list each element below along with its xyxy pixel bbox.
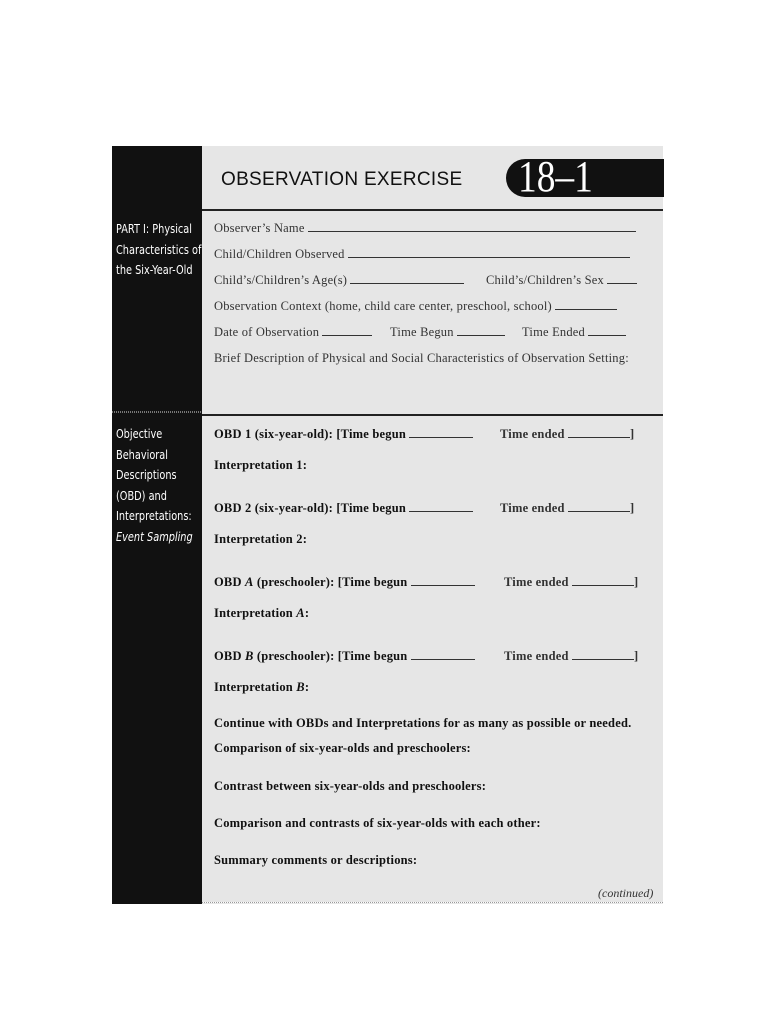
brief-description-label: Brief Description of Physical and Social Characteristics of Observation Setting: — [214, 351, 629, 365]
obdA-ended-field[interactable]: Time ended ] — [504, 575, 639, 589]
summary-label: Summary comments or descriptions: — [214, 853, 418, 867]
observer-name-blank[interactable] — [308, 221, 636, 232]
observer-name-field[interactable]: Observer’s Name — [214, 221, 636, 236]
obdA-begun-blank[interactable] — [411, 575, 475, 586]
context-blank[interactable] — [555, 299, 617, 310]
contrast-label: Contrast between six-year-olds and preschoolers: — [214, 779, 487, 793]
time-begun-field[interactable]: Time Begun — [390, 325, 505, 340]
obd1-begun-blank[interactable] — [409, 427, 473, 438]
section-label-part1: PART I: Physical Characteristics of the Six-Year-Old — [116, 221, 202, 277]
interpretation-1-label: Interpretation 1: — [214, 458, 308, 472]
obdB-begun-blank[interactable] — [411, 649, 475, 660]
obd1-ended-blank[interactable] — [568, 427, 630, 438]
time-ended-field[interactable]: Time Ended — [522, 325, 626, 340]
section-rule — [202, 414, 663, 416]
continued-note: (continued) — [598, 886, 654, 900]
exercise-number: 18–1 — [518, 152, 593, 201]
obdB-ended-blank[interactable] — [572, 649, 634, 660]
date-field[interactable]: Date of Observation — [214, 325, 372, 340]
sex-field[interactable]: Child’s/Children’s Sex — [486, 273, 637, 288]
sidebar-divider — [112, 411, 202, 413]
obdB-field[interactable]: OBD B (preschooler): [Time begun — [214, 649, 475, 664]
interpretation-2-label: Interpretation 2: — [214, 532, 308, 546]
ages-field[interactable]: Child’s/Children’s Age(s) — [214, 273, 464, 288]
obd2-field[interactable]: OBD 2 (six-year-old): [Time begun — [214, 501, 473, 516]
time-begun-blank[interactable] — [457, 325, 505, 336]
obd2-ended-field[interactable]: Time ended ] — [500, 501, 635, 515]
page-title: OBSERVATION EXERCISE — [221, 169, 463, 190]
obd1-ended-field[interactable]: Time ended ] — [500, 427, 635, 441]
interpretation-A-label: Interpretation A: — [214, 606, 310, 620]
obdB-ended-field[interactable]: Time ended ] — [504, 649, 639, 663]
comparison-label: Comparison of six-year-olds and preschoolers: — [214, 741, 471, 755]
obdA-ended-blank[interactable] — [572, 575, 634, 586]
header-rule — [202, 209, 663, 211]
obd2-ended-blank[interactable] — [568, 501, 630, 512]
obd2-begun-blank[interactable] — [409, 501, 473, 512]
interpretation-B-label: Interpretation B: — [214, 680, 310, 694]
continue-instruction: Continue with OBDs and Interpretations for as many as possible or needed. — [214, 716, 632, 730]
sex-blank[interactable] — [607, 273, 637, 284]
children-observed-field[interactable]: Child/Children Observed — [214, 247, 630, 262]
obd1-field[interactable]: OBD 1 (six-year-old): [Time begun — [214, 427, 473, 442]
context-field[interactable]: Observation Context (home, child care center, preschool, school) — [214, 299, 617, 314]
bottom-rule — [202, 902, 663, 903]
children-observed-blank[interactable] — [348, 247, 630, 258]
obdA-field[interactable]: OBD A (preschooler): [Time begun — [214, 575, 475, 590]
date-blank[interactable] — [322, 325, 372, 336]
comparison-each-label: Comparison and contrasts of six-year-olds with each other: — [214, 816, 541, 830]
section-label-part2: Objective Behavioral Descriptions (OBD) and Interpretations: Event Sampling — [116, 426, 193, 544]
ages-blank[interactable] — [350, 273, 464, 284]
time-ended-blank[interactable] — [588, 325, 626, 336]
